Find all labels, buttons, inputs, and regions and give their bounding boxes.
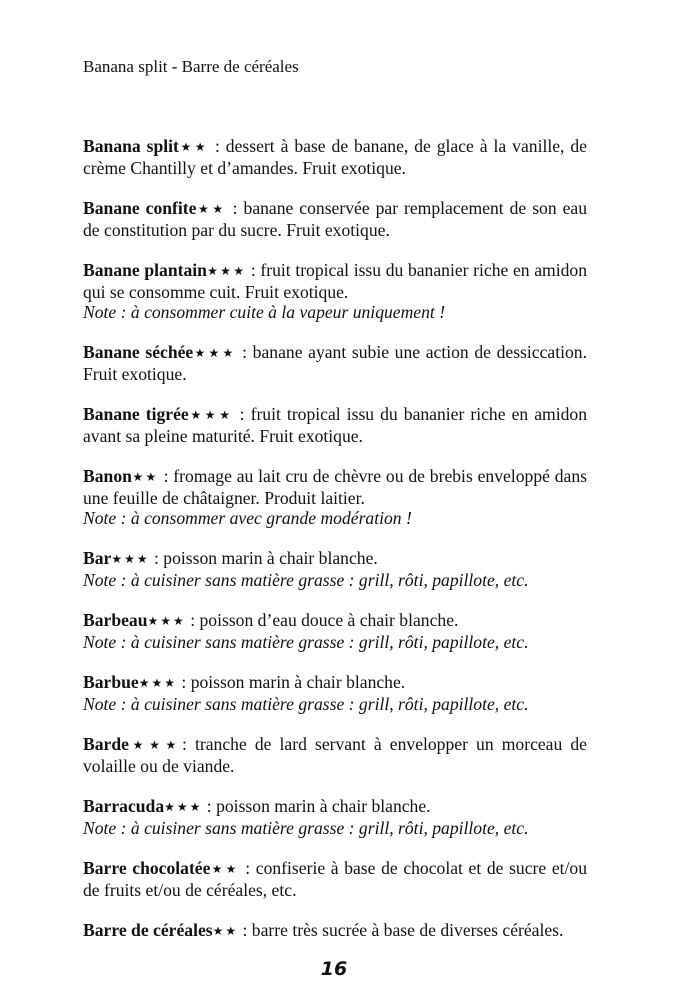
entry-definition: : confiserie à base de chocolat et de sucre et/ou de fruits et/ou de céréales, etc. [83,857,588,900]
rating-stars: ★★ [210,861,240,876]
rating-stars: ★★ [196,201,227,216]
entry-note: Note : à cuisiner sans matière grasse : grill, rôti, papillote, etc. [83,693,529,714]
rating-stars: ★★★ [147,613,186,628]
dictionary-entry [83,466,587,528]
entry-definition: : banane conservée par remplacement de son eau de constitution par du sucre. Fruit exotique. [83,197,588,240]
entry-definition: : fromage au lait cru de chèvre ou de brebis enveloppé dans une feuille de châtaigner. Produit laitier. [83,465,588,508]
entry-term: Bar [83,547,112,568]
entry-term: Barre chocolatée [83,857,211,878]
dictionary-entry [83,796,587,838]
rating-stars: ★★ [131,469,159,484]
entry-definition: : banane ayant subie une action de dessiccation. Fruit exotique. [83,341,587,384]
entry-definition: : dessert à base de banane, de glace à la vanille, de crème Chantilly et d’amandes. Fruit exotique. [83,135,587,178]
entry-definition: : tranche de lard servant à envelopper un morceau de volaille ou de viande. [83,733,587,776]
entry-term: Barde [83,733,129,754]
entry-term: Banon [83,465,132,486]
entry-note: Note : à consommer cuite à la vapeur uniquement ! [83,301,446,322]
rating-stars: ★★★ [128,737,182,752]
entry-note: Note : à consommer avec grande modération ! [83,507,412,528]
entry-term: Banana split [83,135,179,156]
entry-term: Barbeau [83,609,148,630]
entry-definition: : fruit tropical issu du bananier riche en amidon qui se consomme cuit. Fruit exotique. [83,259,587,302]
entry-term: Banane séchée [83,341,194,362]
dictionary-entry [83,610,587,652]
rating-stars: ★★★ [206,263,247,278]
dictionary-entry [83,548,587,590]
entry-definition: : poisson d’eau douce à chair blanche. [185,609,459,630]
entry-definition: : poisson marin à chair blanche. [202,795,431,816]
dictionary-entry [83,342,587,384]
entry-note: Note : à cuisiner sans matière grasse : grill, rôti, papillote, etc. [83,817,529,838]
entry-definition: : barre très sucrée à base de diverses céréales. [238,919,564,940]
page-number: 16 [320,958,348,980]
dictionary-entry [83,198,587,240]
entry-term: Barbue [83,671,139,692]
dictionary-entry [83,404,587,446]
entry-term: Banane tigrée [83,403,189,424]
entry-term: Barracuda [83,795,165,816]
entry-note: Note : à cuisiner sans matière grasse : grill, rôti, papillote, etc. [83,631,529,652]
entry-term: Banane confite [83,197,197,218]
entry-note: Note : à cuisiner sans matière grasse : grill, rôti, papillote, etc. [83,569,529,590]
dictionary-entry [83,672,587,714]
dictionary-entry [83,920,587,942]
running-header: Banana split - Barre de céréales [83,57,299,76]
rating-stars: ★★★ [164,799,203,814]
dictionary-entry [83,260,587,322]
rating-stars: ★★ [212,923,239,938]
entry-definition: : poisson marin à chair blanche. [149,547,378,568]
dictionary-entries [83,118,587,962]
entry-term: Barre de céréales [83,919,213,940]
entry-term: Banane plantain [83,259,207,280]
rating-stars: ★★★ [193,345,237,360]
entry-definition: : poisson marin à chair blanche. [177,671,406,692]
rating-stars: ★★ [178,139,210,154]
rating-stars: ★★★ [138,675,178,690]
entry-definition: : fruit tropical issu du bananier riche en amidon avant sa pleine maturité. Fruit exotique. [83,403,588,446]
dictionary-entry [83,734,587,776]
dictionary-entry [83,858,587,900]
rating-stars: ★★★ [111,551,150,566]
dictionary-entry [83,136,587,178]
rating-stars: ★★★ [188,407,234,422]
